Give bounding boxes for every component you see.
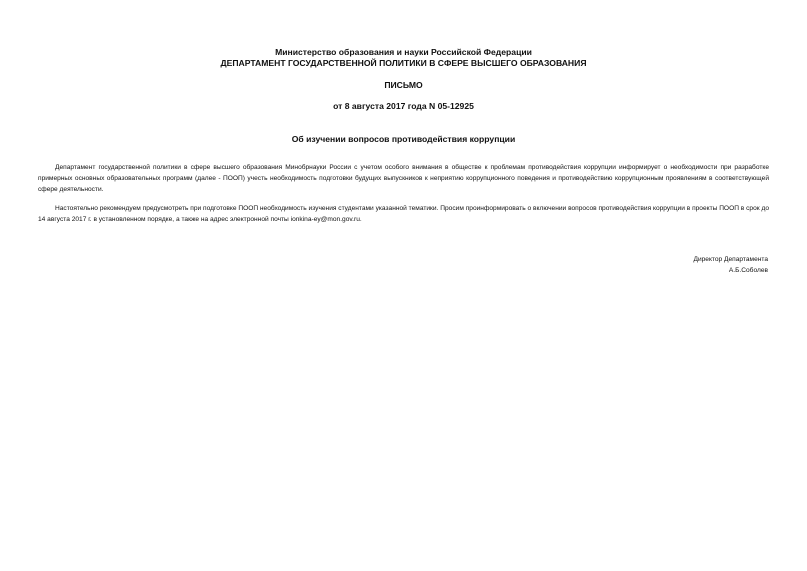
signatory-position: Директор Департамента xyxy=(693,256,768,263)
body-paragraph-2: Настоятельно рекомендуем предусмотреть при подготовке ПООП необходимость изучения студентами указанной тематики. Просим проинформировать о включении вопросов противодействия коррупции в проекты ПООП в срок до 14 августа 2017 г. в установленном порядке, а также на адрес электронной почты ionkina-ey@mon.gov.ru. xyxy=(38,205,769,223)
document-subject: Об изучении вопросов противодействия коррупции xyxy=(291,134,516,144)
document-date-number: от 8 августа 2017 года N 05-12925 xyxy=(333,101,474,111)
body-paragraph-1: Департамент государственной политики в сфере высшего образования Минобрнауки России с учетом особого внимания в обществе к проблемам противодействия коррупции информирует о необходимости при разработке примерных основных образовательных программ (далее - ПООП) учесть необходимость подготовки будущих выпускников к неприятию коррупционного поведения и противодействию коррупционным проявлениям в соответствующей сфере деятельности. xyxy=(38,164,769,193)
signatory-name: А.Б.Соболев xyxy=(728,267,768,274)
document-type: ПИСЬМО xyxy=(384,80,423,90)
ministry-name: Министерство образования и науки Российской Федерации xyxy=(275,47,532,57)
department-name: ДЕПАРТАМЕНТ ГОСУДАРСТВЕННОЙ ПОЛИТИКИ В СФЕРЕ ВЫСШЕГО ОБРАЗОВАНИЯ xyxy=(220,58,587,68)
